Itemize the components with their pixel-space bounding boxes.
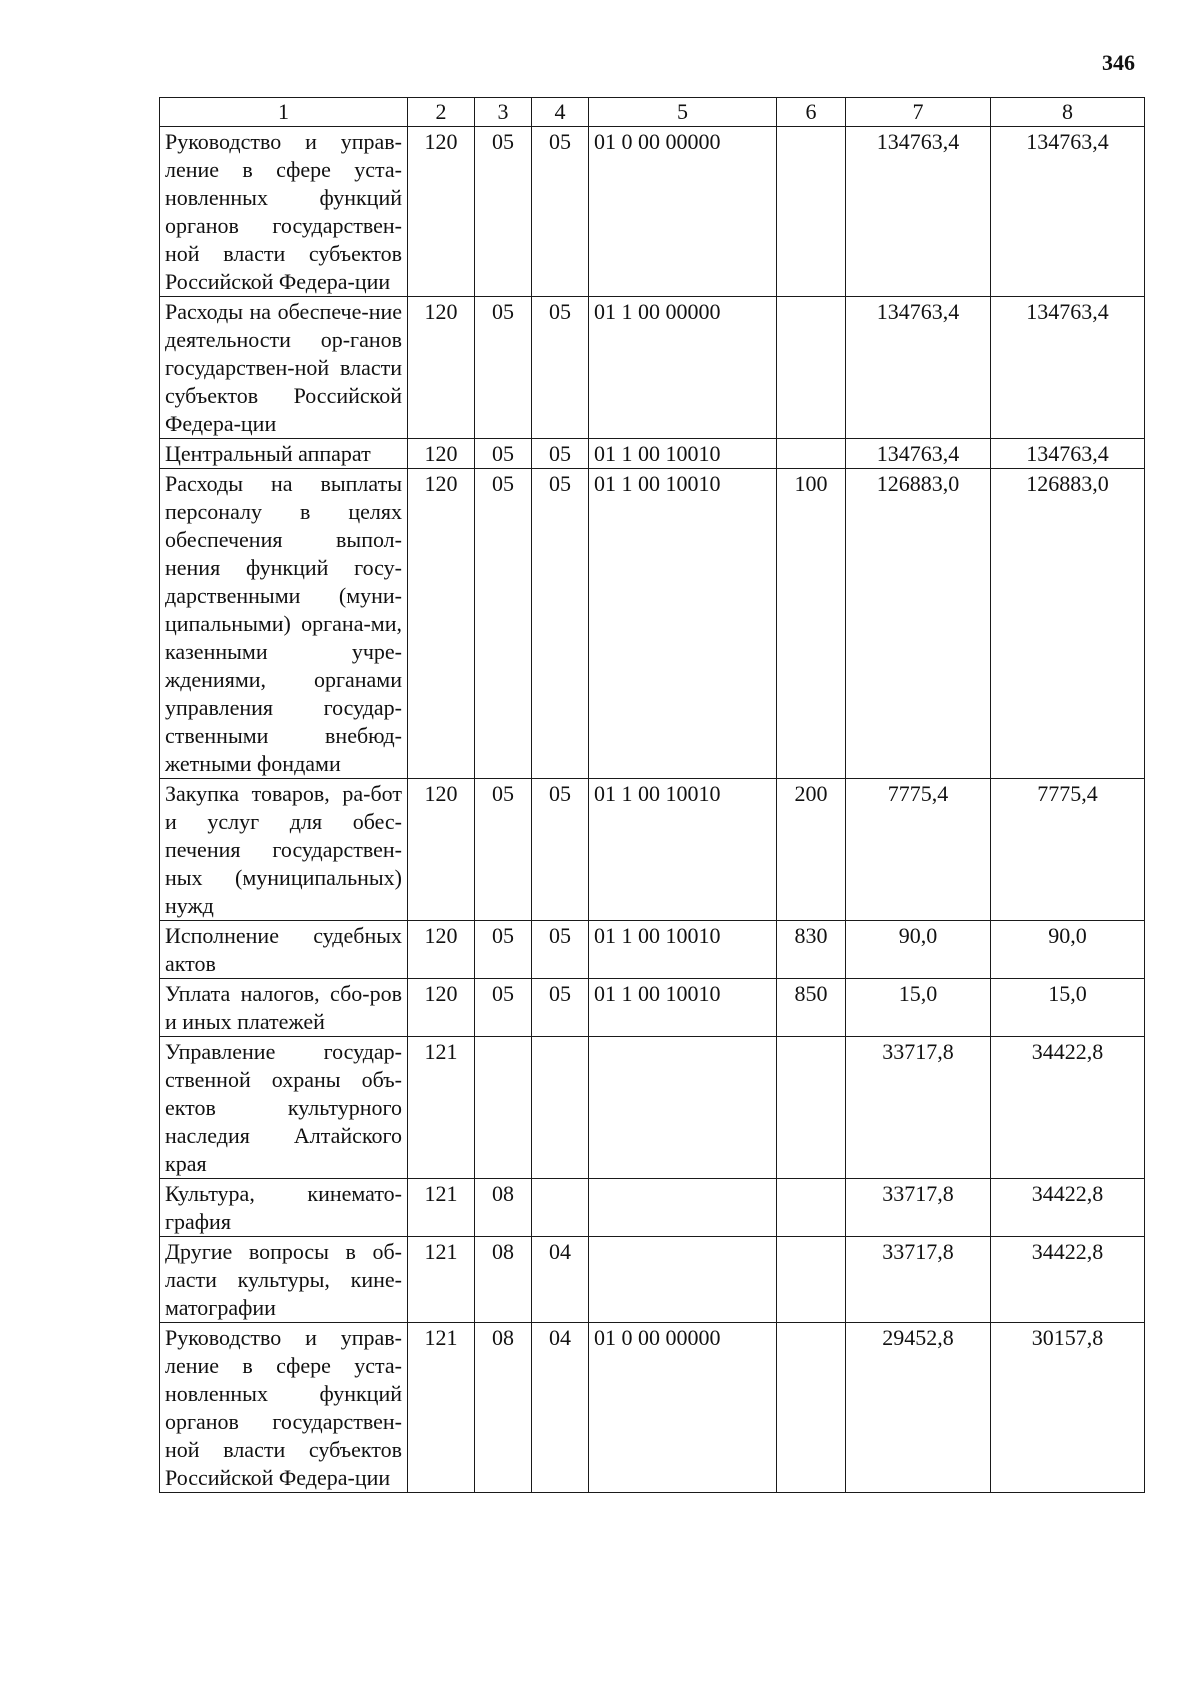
- item-name: Центральный аппарат: [160, 439, 408, 469]
- ministry-code: 121: [408, 1237, 475, 1323]
- subsection-code: [532, 1037, 589, 1179]
- amount-col-8: 30157,8: [991, 1323, 1145, 1493]
- expense-type-code: [777, 1323, 846, 1493]
- amount-col-7: 134763,4: [846, 297, 991, 439]
- budget-table: [159, 97, 1145, 1493]
- ministry-code: 120: [408, 127, 475, 297]
- amount-col-7: 29452,8: [846, 1323, 991, 1493]
- section-code: 08: [475, 1237, 532, 1323]
- item-name: Уплата налогов, сбо-ров и иных платежей: [160, 979, 408, 1037]
- amount-col-8: 134763,4: [991, 297, 1145, 439]
- amount-col-7: 33717,8: [846, 1179, 991, 1237]
- page-number: 346: [1102, 50, 1135, 75]
- table-body: [160, 127, 1145, 1493]
- amount-col-8: 7775,4: [991, 779, 1145, 921]
- expense-type-code: [777, 1037, 846, 1179]
- ministry-code: 120: [408, 469, 475, 779]
- expense-type-code: 850: [777, 979, 846, 1037]
- section-code: 05: [475, 297, 532, 439]
- section-code: 08: [475, 1179, 532, 1237]
- header-col-2: 2: [408, 98, 475, 127]
- section-code: 05: [475, 979, 532, 1037]
- subsection-code: 05: [532, 127, 589, 297]
- amount-col-8: 90,0: [991, 921, 1145, 979]
- ministry-code: 120: [408, 921, 475, 979]
- table-row: [160, 921, 1145, 979]
- amount-col-8: 126883,0: [991, 469, 1145, 779]
- item-name: Расходы на обеспече-ние деятельности ор-ганов государствен-ной власти субъектов Российской Федера-ции: [160, 297, 408, 439]
- expense-type-code: [777, 297, 846, 439]
- expense-type-code: [777, 439, 846, 469]
- table-row: [160, 127, 1145, 297]
- subsection-code: 04: [532, 1237, 589, 1323]
- amount-col-7: 126883,0: [846, 469, 991, 779]
- amount-col-7: 7775,4: [846, 779, 991, 921]
- target-article-code: [589, 1179, 777, 1237]
- target-article-code: [589, 1237, 777, 1323]
- item-name: Управление государ-ственной охраны объ-ектов культурного наследия Алтайского края: [160, 1037, 408, 1179]
- table-row: [160, 297, 1145, 439]
- header-col-8: 8: [991, 98, 1145, 127]
- target-article-code: 01 1 00 10010: [589, 921, 777, 979]
- subsection-code: 05: [532, 469, 589, 779]
- section-code: 08: [475, 1323, 532, 1493]
- amount-col-7: 33717,8: [846, 1237, 991, 1323]
- table-row: [160, 469, 1145, 779]
- table-row: [160, 1179, 1145, 1237]
- amount-col-7: 90,0: [846, 921, 991, 979]
- ministry-code: 120: [408, 297, 475, 439]
- item-name: Другие вопросы в об-ласти культуры, кине-матографии: [160, 1237, 408, 1323]
- subsection-code: [532, 1179, 589, 1237]
- header-col-3: 3: [475, 98, 532, 127]
- amount-col-8: 134763,4: [991, 127, 1145, 297]
- amount-col-7: 15,0: [846, 979, 991, 1037]
- amount-col-7: 134763,4: [846, 127, 991, 297]
- ministry-code: 120: [408, 779, 475, 921]
- expense-type-code: 100: [777, 469, 846, 779]
- table-row: [160, 1323, 1145, 1493]
- item-name: Культура, кинемато-графия: [160, 1179, 408, 1237]
- amount-col-7: 33717,8: [846, 1037, 991, 1179]
- subsection-code: 05: [532, 921, 589, 979]
- header-col-5: 5: [589, 98, 777, 127]
- target-article-code: 01 1 00 10010: [589, 779, 777, 921]
- item-name: Руководство и управ-ление в сфере уста-новленных функций органов государствен-ной власти субъектов Российской Федера-ции: [160, 127, 408, 297]
- target-article-code: 01 1 00 10010: [589, 439, 777, 469]
- ministry-code: 120: [408, 439, 475, 469]
- target-article-code: [589, 1037, 777, 1179]
- table-row: [160, 979, 1145, 1037]
- table-row: [160, 439, 1145, 469]
- section-code: 05: [475, 127, 532, 297]
- target-article-code: 01 1 00 10010: [589, 979, 777, 1037]
- ministry-code: 121: [408, 1179, 475, 1237]
- expense-type-code: [777, 1179, 846, 1237]
- item-name: Закупка товаров, ра-бот и услуг для обес-печения государствен-ных (муниципальных) нужд: [160, 779, 408, 921]
- target-article-code: 01 1 00 00000: [589, 297, 777, 439]
- amount-col-8: 134763,4: [991, 439, 1145, 469]
- table-row: [160, 1237, 1145, 1323]
- table-row: [160, 779, 1145, 921]
- section-code: 05: [475, 779, 532, 921]
- amount-col-8: 34422,8: [991, 1237, 1145, 1323]
- ministry-code: 121: [408, 1323, 475, 1493]
- header-row: [160, 98, 1145, 127]
- subsection-code: 05: [532, 779, 589, 921]
- subsection-code: 05: [532, 979, 589, 1037]
- section-code: 05: [475, 921, 532, 979]
- subsection-code: 05: [532, 297, 589, 439]
- header-col-4: 4: [532, 98, 589, 127]
- target-article-code: 01 0 00 00000: [589, 127, 777, 297]
- table-row: [160, 1037, 1145, 1179]
- section-code: [475, 1037, 532, 1179]
- expense-type-code: [777, 1237, 846, 1323]
- target-article-code: 01 0 00 00000: [589, 1323, 777, 1493]
- expense-type-code: 200: [777, 779, 846, 921]
- target-article-code: 01 1 00 10010: [589, 469, 777, 779]
- amount-col-8: 34422,8: [991, 1179, 1145, 1237]
- expense-type-code: 830: [777, 921, 846, 979]
- amount-col-8: 15,0: [991, 979, 1145, 1037]
- item-name: Руководство и управ-ление в сфере уста-новленных функций органов государствен-ной власти субъектов Российской Федера-ции: [160, 1323, 408, 1493]
- header-col-1: 1: [160, 98, 408, 127]
- amount-col-7: 134763,4: [846, 439, 991, 469]
- ministry-code: 120: [408, 979, 475, 1037]
- subsection-code: 04: [532, 1323, 589, 1493]
- expense-type-code: [777, 127, 846, 297]
- ministry-code: 121: [408, 1037, 475, 1179]
- item-name: Расходы на выплаты персоналу в целях обеспечения выпол-нения функций госу-дарственными (муни-ципальными) органа-ми, казенными учре-ждениями, органами управления государ-ственными внебюд-жетными фондами: [160, 469, 408, 779]
- header-col-6: 6: [777, 98, 846, 127]
- item-name: Исполнение судебных актов: [160, 921, 408, 979]
- amount-col-8: 34422,8: [991, 1037, 1145, 1179]
- section-code: 05: [475, 469, 532, 779]
- header-col-7: 7: [846, 98, 991, 127]
- section-code: 05: [475, 439, 532, 469]
- subsection-code: 05: [532, 439, 589, 469]
